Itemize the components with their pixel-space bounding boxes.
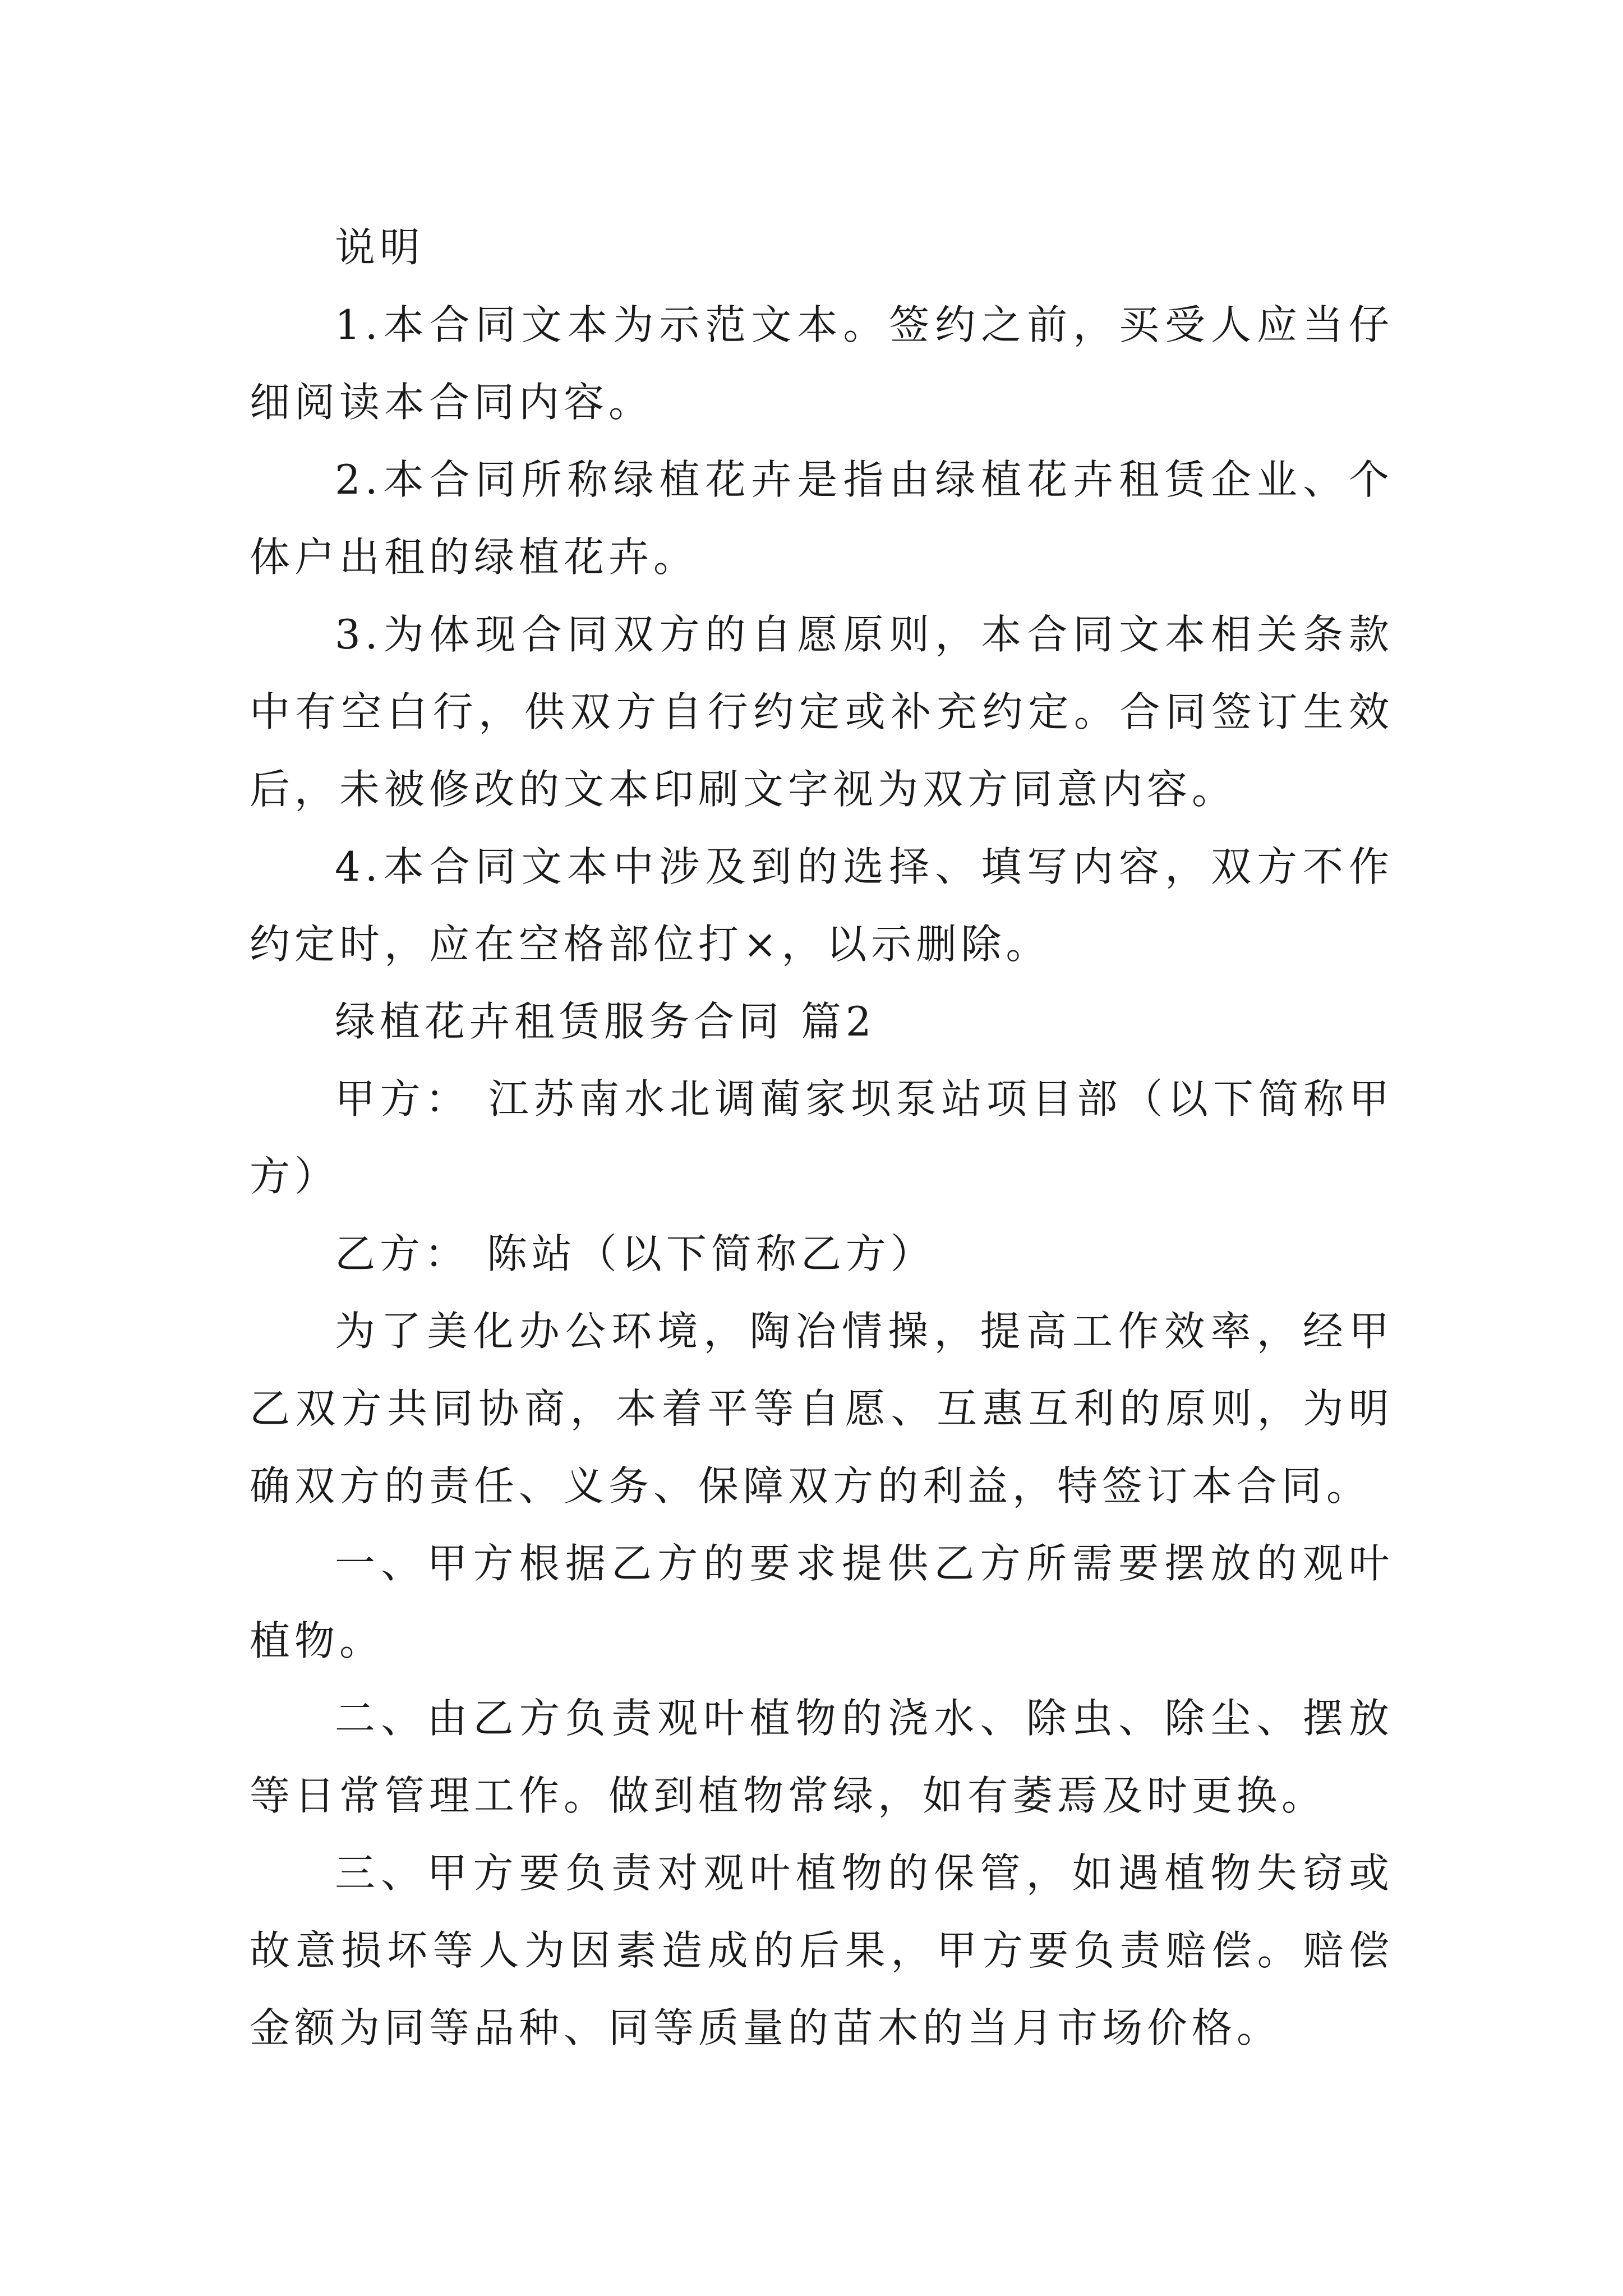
contract-title: 绿植花卉租赁服务合同 篇2 <box>335 998 876 1045</box>
paragraph-note-3: 3.为体现合同双方的自愿原则，本合同文本相关条款中有空白行，供双方自行约定或补充约定。合同签订生效后，未被修改的文本印刷文字视为双方同意内容。 <box>250 611 1394 813</box>
paragraph-note-2: 2.本合同所称绿植花卉是指由绿植花卉租赁企业、个体户出租的绿植花卉。 <box>250 456 1394 581</box>
paragraph-note-4: 4.本合同文本中涉及到的选择、填写内容，双方不作约定时，应在空格部位打×，以示删除。 <box>250 843 1394 968</box>
paragraph-note-1: 1.本合同文本为示范文本。签约之前，买受人应当仔细阅读本合同内容。 <box>250 301 1394 426</box>
paragraph-notes-heading: 说明 <box>335 224 425 271</box>
document-body <box>250 209 1394 2067</box>
party-a: 甲方： 江苏南水北调蔺家坝泵站项目部（以下简称甲方） <box>250 1075 1394 1200</box>
contract-preamble: 为了美化办公环境，陶冶情操，提高工作效率，经甲乙双方共同协商，本着平等自愿、互惠互利的原则，为明确双方的责任、义务、保障双方的利益，特签订本合同。 <box>250 1308 1394 1510</box>
clause-3: 三、甲方要负责对观叶植物的保管，如遇植物失窃或故意损坏等人为因素造成的后果，甲方要负责赔偿。赔偿金额为同等品种、同等质量的苗木的当月市场价格。 <box>250 1849 1394 2051</box>
clause-2: 二、由乙方负责观叶植物的浇水、除虫、除尘、摆放等日常管理工作。做到植物常绿，如有萎焉及时更换。 <box>250 1695 1394 1819</box>
party-b: 乙方： 陈站（以下简称乙方） <box>335 1230 935 1277</box>
clause-1: 一、甲方根据乙方的要求提供乙方所需要摆放的观叶植物。 <box>250 1540 1394 1664</box>
